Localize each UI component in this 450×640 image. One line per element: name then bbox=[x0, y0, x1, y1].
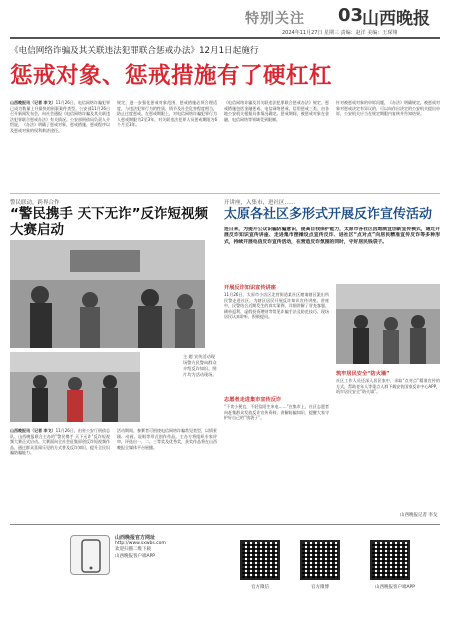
footer-rule bbox=[10, 524, 440, 525]
story2-photo-top bbox=[10, 240, 205, 348]
newspaper-brand: 山西晚报 bbox=[362, 9, 430, 29]
section-title: 特别关注 bbox=[245, 11, 305, 27]
story2-body-text: 11月26日，由省公安厅刑侦总队、山西晚报联合主办的“警民携手 天下无诈”反诈短视频大赛正式启动。大赛面向全社会征集原创反诈短视频作品，通过群众喜闻乐见的方式普及反诈知识，提升全民识骗防骗能力。 bbox=[10, 428, 110, 455]
app-qr-label: 山西晚报客户端APP bbox=[374, 585, 415, 590]
story3-subhead-3: 筑牢居民安全“防火墙” bbox=[336, 371, 390, 377]
header-rule bbox=[10, 37, 440, 39]
weibo-qr-label: 官方微博 bbox=[311, 585, 329, 590]
story2-photo-bottom bbox=[10, 352, 140, 422]
story2-photo-caption: 主 题 宣传活动现场警方民警向群众介绍反诈知识。图片均为活动现场。 bbox=[183, 354, 217, 377]
app-phone-icon bbox=[70, 535, 110, 575]
story3-byline: 山西晚报记者 李戈 bbox=[400, 513, 438, 518]
crowd-photo-image bbox=[10, 240, 205, 348]
event-photo-image bbox=[10, 352, 140, 422]
story3-lead: 连日来，为提升公众识骗防骗意识，提高自我保护能力，太原市各社区因地制宜创新宣传模式，通过开展反诈知识宣传讲座、走进集市摆摊设点宣传反诈、进社区“点对点”向居民精准宣传反诈等多种形式，持续开展电信反诈宣传活动，在营造反诈氛围的同时，守好居民钱袋子。 bbox=[224, 227, 440, 245]
wechat-qr-code[interactable] bbox=[240, 540, 280, 580]
footer-promo bbox=[115, 535, 210, 560]
community-photo-image bbox=[336, 284, 440, 364]
section-divider bbox=[10, 193, 440, 194]
wechat-qr-label: 官方微信 bbox=[251, 585, 269, 590]
footer-promo-line[interactable]: http://www.sxwbs.com bbox=[115, 541, 166, 547]
story2-column-1 bbox=[10, 428, 110, 518]
lead-headline: 惩戒对象、惩戒措施有了硬杠杠 bbox=[10, 63, 333, 89]
lead-column-3: 《电信网络诈骗及其关联违法犯罪联合惩戒办法》规定，惩戒措施包括金融惩戒、电信网络惩戒、信用惩戒三类，由各地公安机关根据具体情况确定。惩戒期间，被惩戒对象在金融、电信网络等领域受到限制。 bbox=[224, 100, 329, 122]
lead-column-4: 针对被惩戒对象的申诉问题，《办法》明确规定，被惩戒对象对惩戒决定有异议的，可以向作出决定的公安机关提出申诉，公安机关应当在规定期限内复核并告知结果。 bbox=[336, 100, 440, 116]
story3-body-3: 社区工作人员还深入居民家中，采取“点对点”精准宣传的方式，帮助老年人等重点人群下载安装国家反诈中心APP，筑牢居民安全“防火墙”。 bbox=[336, 378, 440, 394]
footer-promo-line: 欢迎扫描二维下载 bbox=[115, 547, 151, 553]
story3-photo bbox=[336, 284, 440, 364]
date-line: 2024年11月27日 星期三 责编：赵洋 美编：王琛翔 bbox=[282, 30, 398, 36]
lead-kicker: 《电信网络诈骗及其关联违法犯罪联合惩戒办法》12月1日起施行 bbox=[10, 46, 259, 56]
story3-body-2: “不贪小便宜，不轻信陌生来电……”在集市上，社区志愿者向赶集群众发放反诈宣传资料，讲解防骗知识，提醒大家守护好自己的“钱袋子”。 bbox=[224, 404, 329, 420]
page-number: 03 bbox=[338, 5, 364, 26]
story2-title: “警民携手 天下无诈”反诈短视频大赛启动 bbox=[10, 206, 208, 238]
story3-title: 太原各社区多形式开展反诈宣传活动 bbox=[224, 207, 433, 222]
lead-column-1 bbox=[10, 100, 110, 190]
story3-subhead-2: 志愿者走进集市宣传反诈 bbox=[224, 397, 282, 403]
app-qr-code[interactable] bbox=[370, 540, 410, 580]
story2-column-2: 活动期间，参赛者可围绕电信网络诈骗常见类型，以情景剧、动画、说唱等形式创作作品。主办方将组织专家评审，评选出一、二、三等奖及优秀奖，获奖作品将在山西晚报全媒体平台展播。 bbox=[117, 428, 217, 450]
lead-column-2: 规定，进一步强化惩戒对象范围，惩戒措施必须合理适度，与违法犯罪行为的性质、情节及社会危害程度相当，防止过度惩戒。在惩戒期限上，对电信网络诈骗犯罪行为人惩戒期限为2至3年，对关联违法犯罪人员惩戒期限为6个月至3年。 bbox=[117, 100, 217, 127]
lead-byline: 山西晚报讯（记者 李戈） bbox=[10, 100, 56, 105]
weibo-qr-code[interactable] bbox=[300, 540, 340, 580]
lead-col1-text: 11月26日，电信网络诈骗犯罪已成为数量上升最快的刑事案件类型。公安部11月26日召开新闻发布会，向社会通报《电信网络诈骗及其关联违法犯罪联合惩戒办法》有关情况。公安部刑侦局负责人介绍说，《办法》明确了惩戒对象、惩戒措施、惩戒程序以及惩戒对象的权利救济途径。 bbox=[10, 100, 110, 133]
story3-kicker: 开讲座，入集市，进社区…… bbox=[224, 200, 296, 206]
story2-kicker: 警民联动，跨界合作 bbox=[10, 200, 60, 206]
footer-promo-title: 山西晚报官方网址 bbox=[115, 535, 156, 541]
footer-promo-line: 山西晚报客户端APP bbox=[115, 553, 156, 559]
story2-byline: 山西晚报讯（记者 李戈） bbox=[10, 428, 56, 433]
phone-icon bbox=[71, 536, 111, 576]
story3-subhead-1: 开展反诈知识宣传讲座 bbox=[224, 285, 276, 291]
story3-body-1: 11月26日，太原市小店区北营街道某社区邀请辖区派出所民警走进社区，为辖区居民开展反诈知识宣传讲座。讲座中，民警结合近期发生的真实案例，详细讲解了冒充客服、刷单返利、虚假投资理财等常见诈骗手法及防范技巧，现场居民认真聆听，积极提问。 bbox=[224, 292, 329, 319]
